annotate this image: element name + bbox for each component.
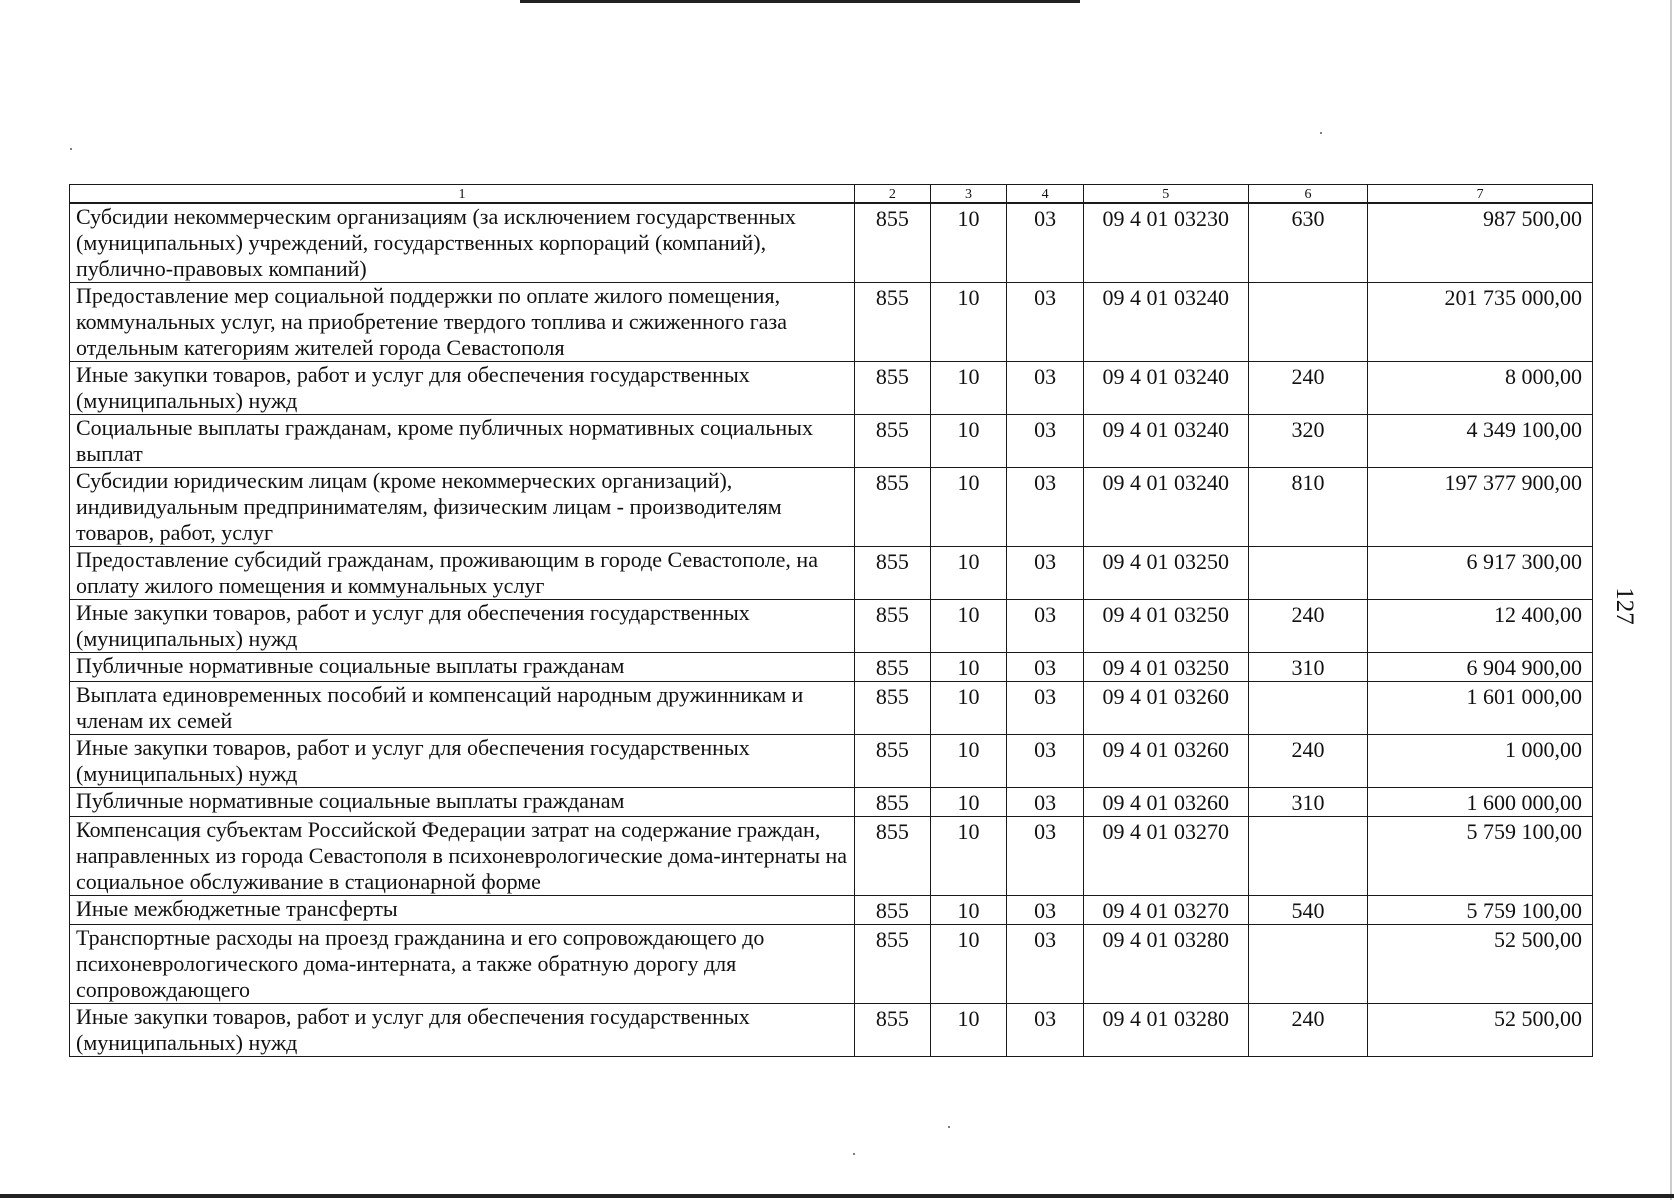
cell-code-3: 10 xyxy=(930,283,1007,362)
column-header: 1 xyxy=(70,185,855,204)
budget-table xyxy=(69,184,1593,1057)
column-header: 5 xyxy=(1083,185,1248,204)
row-description: Компенсация субъектам Российской Федерации затрат на содержание граждан, направленных из города Севастополя в психоневрологические дома-интернаты на социальное обслуживание в стационарной форме xyxy=(70,817,855,896)
cell-code-2: 855 xyxy=(855,283,931,362)
cell-amount: 52 500,00 xyxy=(1368,1004,1593,1057)
column-header: 2 xyxy=(855,185,931,204)
cell-code-3: 10 xyxy=(930,1004,1007,1057)
cell-code-6 xyxy=(1248,817,1368,896)
row-description: Иные закупки товаров, работ и услуг для обеспечения государственных (муниципальных) нужд xyxy=(70,600,855,653)
cell-code-6: 310 xyxy=(1248,788,1368,817)
cell-code-2: 855 xyxy=(855,735,931,788)
cell-code-4: 03 xyxy=(1007,817,1084,896)
cell-amount: 5 759 100,00 xyxy=(1368,817,1593,896)
scan-speck xyxy=(70,148,72,150)
cell-code-3: 10 xyxy=(930,653,1007,682)
bottom-border-line xyxy=(0,1194,1674,1198)
cell-code-4: 03 xyxy=(1007,735,1084,788)
cell-code-4: 03 xyxy=(1007,682,1084,735)
cell-code-2: 855 xyxy=(855,600,931,653)
cell-code-6: 240 xyxy=(1248,1004,1368,1057)
cell-amount: 1 600 000,00 xyxy=(1368,788,1593,817)
cell-code-6: 240 xyxy=(1248,362,1368,415)
cell-code-2: 855 xyxy=(855,1004,931,1057)
table-row xyxy=(70,547,1593,600)
row-description: Иные закупки товаров, работ и услуг для обеспечения государственных (муниципальных) нужд xyxy=(70,1004,855,1057)
cell-amount: 197 377 900,00 xyxy=(1368,468,1593,547)
cell-code-2: 855 xyxy=(855,817,931,896)
row-description: Публичные нормативные социальные выплаты гражданам xyxy=(70,653,855,682)
cell-code-6 xyxy=(1248,547,1368,600)
column-header: 4 xyxy=(1007,185,1084,204)
cell-code-5: 09 4 01 03260 xyxy=(1083,735,1248,788)
cell-amount: 6 904 900,00 xyxy=(1368,653,1593,682)
table-row xyxy=(70,1004,1593,1057)
column-header: 7 xyxy=(1368,185,1593,204)
row-description: Предоставление субсидий гражданам, проживающим в городе Севастополе, на оплату жилого помещения и коммунальных услуг xyxy=(70,547,855,600)
cell-code-6: 240 xyxy=(1248,600,1368,653)
table-row xyxy=(70,788,1593,817)
cell-amount: 987 500,00 xyxy=(1368,203,1593,283)
row-description: Иные межбюджетные трансферты xyxy=(70,896,855,925)
table-row xyxy=(70,362,1593,415)
cell-code-5: 09 4 01 03240 xyxy=(1083,415,1248,468)
cell-code-4: 03 xyxy=(1007,547,1084,600)
cell-code-4: 03 xyxy=(1007,600,1084,653)
cell-amount: 1 000,00 xyxy=(1368,735,1593,788)
cell-code-3: 10 xyxy=(930,817,1007,896)
row-description: Субсидии некоммерческим организациям (за исключением государственных (муниципальных) учреждений, государственных корпораций (компаний), публично-правовых компаний) xyxy=(70,203,855,283)
cell-code-6 xyxy=(1248,925,1368,1004)
cell-code-4: 03 xyxy=(1007,415,1084,468)
cell-amount: 8 000,00 xyxy=(1368,362,1593,415)
cell-code-2: 855 xyxy=(855,203,931,283)
cell-code-4: 03 xyxy=(1007,896,1084,925)
scan-speck xyxy=(1320,132,1322,134)
cell-code-6 xyxy=(1248,682,1368,735)
cell-code-3: 10 xyxy=(930,203,1007,283)
cell-code-6 xyxy=(1248,283,1368,362)
scan-speck xyxy=(948,1126,950,1128)
cell-code-5: 09 4 01 03280 xyxy=(1083,925,1248,1004)
table-header-row xyxy=(70,185,1593,204)
row-description: Выплата единовременных пособий и компенсаций народным дружинникам и членам их семей xyxy=(70,682,855,735)
cell-code-4: 03 xyxy=(1007,1004,1084,1057)
cell-code-6: 810 xyxy=(1248,468,1368,547)
table-row xyxy=(70,415,1593,468)
row-description: Социальные выплаты гражданам, кроме публичных нормативных социальных выплат xyxy=(70,415,855,468)
cell-code-3: 10 xyxy=(930,682,1007,735)
cell-code-2: 855 xyxy=(855,896,931,925)
cell-amount: 4 349 100,00 xyxy=(1368,415,1593,468)
cell-code-2: 855 xyxy=(855,415,931,468)
cell-code-5: 09 4 01 03240 xyxy=(1083,362,1248,415)
cell-code-4: 03 xyxy=(1007,468,1084,547)
cell-code-5: 09 4 01 03250 xyxy=(1083,600,1248,653)
cell-code-2: 855 xyxy=(855,547,931,600)
cell-code-3: 10 xyxy=(930,415,1007,468)
row-description: Иные закупки товаров, работ и услуг для обеспечения государственных (муниципальных) нужд xyxy=(70,735,855,788)
cell-code-2: 855 xyxy=(855,362,931,415)
table-row xyxy=(70,925,1593,1004)
cell-code-6: 630 xyxy=(1248,203,1368,283)
column-header: 6 xyxy=(1248,185,1368,204)
cell-amount: 52 500,00 xyxy=(1368,925,1593,1004)
table-row xyxy=(70,283,1593,362)
cell-code-5: 09 4 01 03270 xyxy=(1083,817,1248,896)
cell-code-5: 09 4 01 03280 xyxy=(1083,1004,1248,1057)
cell-code-6: 240 xyxy=(1248,735,1368,788)
top-border-line xyxy=(520,0,1080,3)
cell-code-4: 03 xyxy=(1007,653,1084,682)
table-row xyxy=(70,653,1593,682)
cell-code-5: 09 4 01 03230 xyxy=(1083,203,1248,283)
table-row xyxy=(70,600,1593,653)
cell-amount: 12 400,00 xyxy=(1368,600,1593,653)
cell-code-3: 10 xyxy=(930,600,1007,653)
row-description: Транспортные расходы на проезд гражданина и его сопровождающего до психоневрологического дома-интерната, а также обратную дорогу для сопровождающего xyxy=(70,925,855,1004)
cell-amount: 1 601 000,00 xyxy=(1368,682,1593,735)
cell-code-4: 03 xyxy=(1007,203,1084,283)
cell-code-3: 10 xyxy=(930,362,1007,415)
cell-code-2: 855 xyxy=(855,468,931,547)
row-description: Субсидии юридическим лицам (кроме некоммерческих организаций), индивидуальным предпринимателям, физическим лицам - производителям товаров, работ, услуг xyxy=(70,468,855,547)
cell-code-4: 03 xyxy=(1007,788,1084,817)
cell-code-4: 03 xyxy=(1007,283,1084,362)
cell-code-6: 540 xyxy=(1248,896,1368,925)
cell-code-5: 09 4 01 03260 xyxy=(1083,788,1248,817)
cell-code-3: 10 xyxy=(930,896,1007,925)
cell-amount: 6 917 300,00 xyxy=(1368,547,1593,600)
table-row xyxy=(70,468,1593,547)
cell-code-5: 09 4 01 03250 xyxy=(1083,653,1248,682)
table-row xyxy=(70,203,1593,283)
page-number: 127 xyxy=(1610,587,1638,625)
cell-code-2: 855 xyxy=(855,653,931,682)
row-description: Предоставление мер социальной поддержки по оплате жилого помещения, коммунальных услуг, на приобретение твердого топлива и сжиженного газа отдельным категориям жителей города Севастополя xyxy=(70,283,855,362)
cell-code-4: 03 xyxy=(1007,362,1084,415)
table-row xyxy=(70,735,1593,788)
cell-amount: 201 735 000,00 xyxy=(1368,283,1593,362)
cell-code-5: 09 4 01 03260 xyxy=(1083,682,1248,735)
row-description: Иные закупки товаров, работ и услуг для обеспечения государственных (муниципальных) нужд xyxy=(70,362,855,415)
cell-code-2: 855 xyxy=(855,788,931,817)
column-header: 3 xyxy=(930,185,1007,204)
cell-code-4: 03 xyxy=(1007,925,1084,1004)
cell-code-2: 855 xyxy=(855,682,931,735)
cell-amount: 5 759 100,00 xyxy=(1368,896,1593,925)
cell-code-3: 10 xyxy=(930,547,1007,600)
cell-code-3: 10 xyxy=(930,788,1007,817)
table-row xyxy=(70,896,1593,925)
cell-code-6: 320 xyxy=(1248,415,1368,468)
cell-code-5: 09 4 01 03240 xyxy=(1083,283,1248,362)
table-body xyxy=(70,203,1593,1057)
cell-code-5: 09 4 01 03250 xyxy=(1083,547,1248,600)
scan-speck xyxy=(853,1153,855,1155)
cell-code-6: 310 xyxy=(1248,653,1368,682)
right-page-edge xyxy=(1670,0,1672,1200)
cell-code-3: 10 xyxy=(930,925,1007,1004)
cell-code-5: 09 4 01 03240 xyxy=(1083,468,1248,547)
row-description: Публичные нормативные социальные выплаты гражданам xyxy=(70,788,855,817)
table-row xyxy=(70,682,1593,735)
cell-code-3: 10 xyxy=(930,468,1007,547)
cell-code-5: 09 4 01 03270 xyxy=(1083,896,1248,925)
table-row xyxy=(70,817,1593,896)
cell-code-3: 10 xyxy=(930,735,1007,788)
cell-code-2: 855 xyxy=(855,925,931,1004)
